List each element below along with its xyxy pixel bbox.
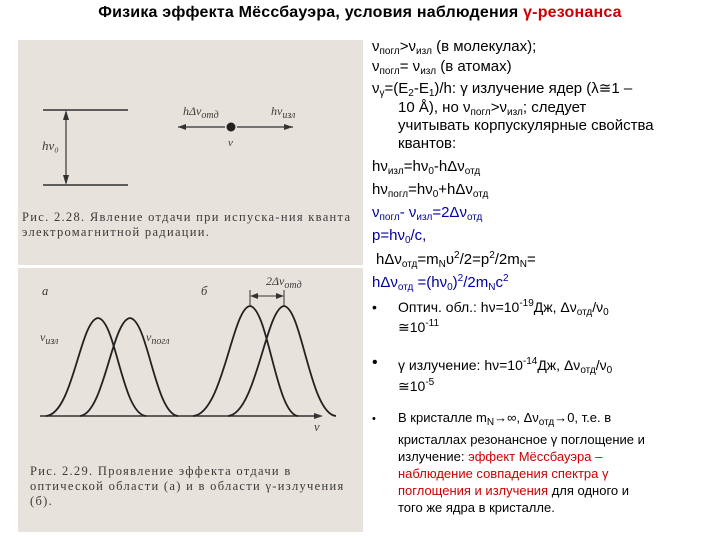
label-v: v — [228, 137, 233, 149]
line-4: $h\nu_{изл}=h\nu_0-h\Delta\nu_{отд}$ — [372, 158, 481, 177]
figure-recoil-top — [18, 40, 363, 265]
label-2dv: $2\Delta\nu_{отд}$ — [266, 274, 302, 291]
title-gamma: γ-резонанса — [523, 4, 622, 21]
line-3: $\nu_\gamma=(E_2-E_1)/h$: γ излучение ядер (λ≅1 – — [372, 80, 633, 99]
bullet-3-line-2: кристаллах резонансное γ поглощение и — [398, 432, 645, 447]
line-8: $h\Delta\nu_{отд}=m_N\upsilon^2/2=p^2/2m_N=$ — [376, 250, 536, 270]
label-b: б — [201, 284, 208, 298]
bullet-3-line-6: того же ядра в кристалле. — [398, 500, 555, 515]
bullet-1: Оптич. обл.: $h\nu=10^{-19}Дж$, $\Delta\nu_{отд}/\nu_0$ — [398, 298, 609, 318]
title-main: Физика эффекта Мёссбауэра, условия наблюдения — [98, 4, 524, 21]
figure-spectra-bottom — [18, 268, 363, 532]
line-3d: квантов: — [398, 135, 457, 152]
line-7: $p=h\nu_0/c$, — [372, 227, 427, 246]
bullet-2-cont: $≅10^{-5}$ — [398, 377, 435, 394]
bullet-2: γ излучение: $h\nu=10^{-14}Дж$, $\Delta\nu_{отд}/\nu_0$ — [398, 356, 613, 376]
line-1: $\nu_{погл}>\nu_{изл}$ (в молекулах); — [372, 38, 537, 57]
line-3b: 10 Å), но $\nu_{погл}>\nu_{изл}$; следует — [398, 99, 587, 118]
label-vizl: $\nu_{изл}$ — [40, 330, 59, 347]
bullet-3-line-4: наблюдение совпадения спектра γ — [398, 466, 609, 481]
bullet-dot-3: • — [372, 413, 376, 425]
label-a: а — [42, 284, 49, 298]
label-hv0: hν₀ — [42, 138, 59, 153]
bullet-dot-1: • — [372, 299, 377, 315]
label-vpogl: $\nu_{погл}$ — [146, 330, 170, 347]
line-5: $h\nu_{погл}=h\nu_0+h\Delta\nu_{отд}$ — [372, 181, 489, 200]
line-9: $h\Delta\nu_{отд} =(h\nu_0)^2/2m_Nc^2$ — [372, 273, 509, 293]
line-3c: учитывать корпускулярные свойства — [398, 117, 654, 134]
slide-title — [0, 4, 720, 22]
bullet-1-cont: $≅10^{-11}$ — [398, 318, 440, 335]
line-2: $\nu_{погл}= \nu_{изл}$ (в атомах) — [372, 58, 512, 77]
figure-top-caption: Рис. 2.28. Явление отдачи при испуска-ния кванта электромагнитной радиации. — [22, 210, 352, 239]
figure-bottom-caption: Рис. 2.29. Проявление эффекта отдачи в оптической области (а) и в области γ-излучения (б). — [30, 464, 345, 508]
bullet-3-line-3: излучение: эффект Мёссбауэра – — [398, 449, 603, 464]
bullet-dot-2: • — [372, 354, 378, 371]
line-6: $\nu_{погл}-$ $\nu_{изл}=2\Delta\nu_{отд}$ — [372, 204, 483, 223]
label-axis: ν — [314, 420, 320, 434]
label-hdv: hΔν$_{отд}$ — [183, 104, 219, 121]
bullet-3-line-1: В кристалле $m_N\to\infty$, $\Delta\nu_{отд}\to 0$, т.е. в — [398, 410, 612, 428]
bullet-3-line-5: поглощения и излучения для одного и — [398, 483, 630, 498]
label-hv-izl: $h\nu_{изл}$ — [271, 104, 296, 121]
